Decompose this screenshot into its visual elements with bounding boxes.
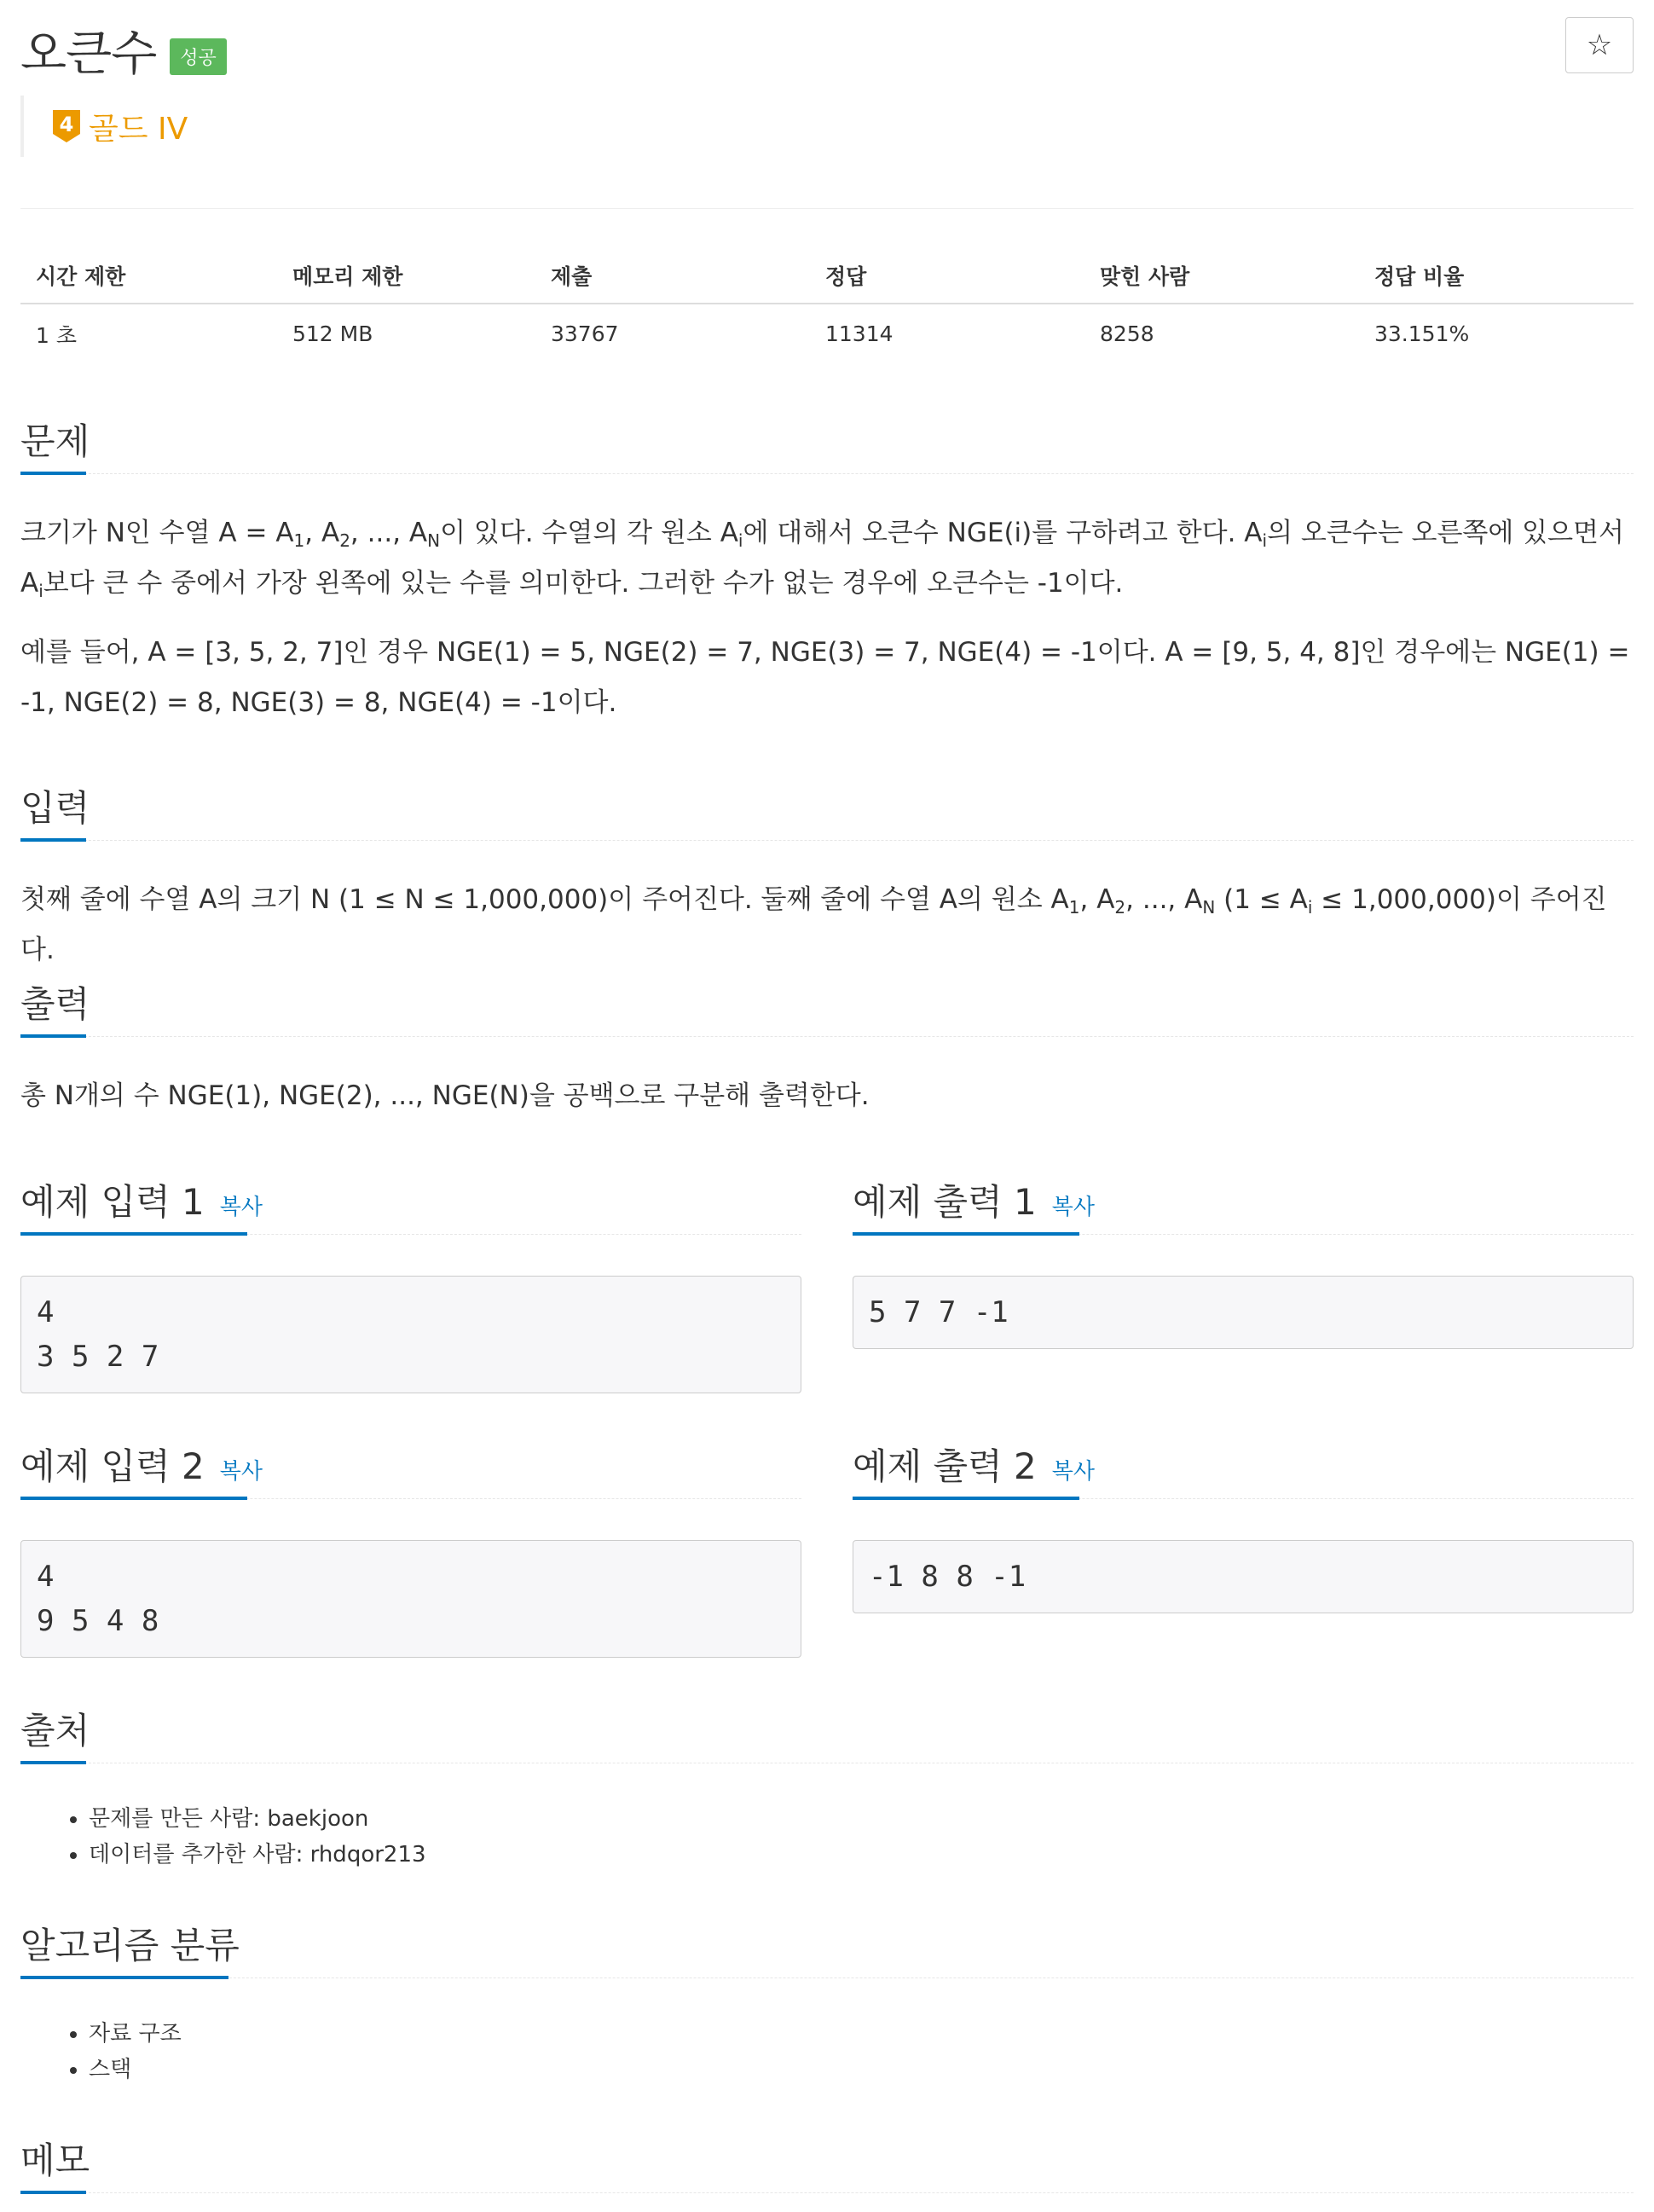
algorithm-list bbox=[20, 2016, 1634, 2088]
tier-box bbox=[20, 96, 188, 157]
star-icon: ☆ bbox=[1586, 28, 1613, 62]
list-item[interactable]: • 자료 구조 bbox=[89, 2016, 1634, 2052]
algorithm-section bbox=[20, 1917, 1634, 2088]
submissions-value[interactable]: 33767 bbox=[551, 321, 619, 346]
output-description: 총 N개의 수 NGE(1), NGE(2), ..., NGE(N)을 공백으로 구분해 출력한다. bbox=[20, 1080, 870, 1111]
input-description: 첫째 줄에 수열 A의 크기 N (1 ≤ N ≤ 1,000,000)이 주어진다. 둘째 줄에 수열 A의 원소 $A_1$, $A_2$, ..., $A_N$ $(1 \le A_i \le 1,000,000)$이 주어진다. bbox=[20, 884, 1607, 965]
problem-info-table bbox=[20, 247, 1634, 363]
status-badge: 성공 bbox=[170, 38, 227, 75]
star-button[interactable] bbox=[1565, 17, 1634, 73]
problem-paragraph-2: 예를 들어, A = [3, 5, 2, 7]인 경우 NGE(1) = 5, NGE(2) = 7, NGE(3) = 7, NGE(4) = -1이다. A = [9, 5, 4, 8]인 경우에는 NGE(1) = -1, NGE(2) = 8, NGE(3) = 8, NGE(4) = -1이다. bbox=[20, 637, 1630, 718]
section-header bbox=[20, 413, 1634, 474]
table-header-row bbox=[20, 247, 1634, 304]
copy-button[interactable]: 복사 bbox=[219, 1459, 263, 1485]
output-section bbox=[20, 976, 1634, 1121]
header-ratio: 정답 비율 bbox=[1359, 247, 1634, 304]
source-list bbox=[20, 1801, 1634, 1873]
section-underline bbox=[20, 1497, 247, 1500]
sample-input-2-title: 예제 입력 2 bbox=[20, 1445, 205, 1487]
sample-input-2-section bbox=[20, 1438, 801, 1658]
copy-button[interactable]: 복사 bbox=[1051, 1459, 1095, 1485]
accepted-value: 11314 bbox=[825, 321, 894, 346]
memo-section-title: 메모 bbox=[20, 2140, 90, 2181]
problem-section-title: 문제 bbox=[20, 420, 90, 462]
section-header bbox=[20, 779, 1634, 841]
problem-description bbox=[20, 508, 1634, 728]
output-section-title: 출력 bbox=[20, 983, 90, 1025]
list-item[interactable]: • 문제를 만든 사람: baekjoon bbox=[89, 1801, 1634, 1837]
sample-output-2-section bbox=[853, 1438, 1634, 1613]
input-section-title: 입력 bbox=[20, 787, 90, 829]
page-title: 오큰수 bbox=[20, 26, 157, 82]
copy-button[interactable]: 복사 bbox=[219, 1195, 263, 1220]
section-header bbox=[20, 1438, 801, 1499]
sample-input-2[interactable]: 4 9 5 4 8 bbox=[20, 1540, 801, 1658]
section-header bbox=[853, 1438, 1634, 1499]
section-underline bbox=[20, 1232, 247, 1236]
header-solved-users: 맞힌 사람 bbox=[1084, 247, 1359, 304]
header-time-limit: 시간 제한 bbox=[20, 247, 277, 304]
section-underline bbox=[20, 1034, 86, 1038]
solved-users-value: 8258 bbox=[1100, 321, 1154, 346]
list-item[interactable]: • 스택 bbox=[89, 2052, 1634, 2088]
sample-input-1-title: 예제 입력 1 bbox=[20, 1181, 205, 1223]
memo-section bbox=[20, 2132, 1634, 2193]
divider bbox=[20, 208, 1634, 209]
copy-button[interactable]: 복사 bbox=[1051, 1195, 1095, 1220]
input-section bbox=[20, 779, 1634, 976]
section-underline bbox=[853, 1232, 1079, 1236]
section-underline bbox=[20, 2191, 86, 2194]
sample-output-2[interactable]: -1 8 8 -1 bbox=[853, 1540, 1634, 1613]
problem-description-section bbox=[20, 413, 1634, 728]
section-underline bbox=[20, 472, 86, 475]
sample-output-2-title: 예제 출력 2 bbox=[853, 1445, 1037, 1487]
table-row bbox=[20, 304, 1634, 363]
sample-input-1[interactable]: 4 3 5 2 7 bbox=[20, 1276, 801, 1393]
memory-limit-value: 512 MB bbox=[292, 321, 373, 346]
section-header bbox=[20, 1173, 801, 1235]
sample-output-1[interactable]: 5 7 7 -1 bbox=[853, 1276, 1634, 1349]
ratio-value: 33.151% bbox=[1374, 321, 1470, 346]
section-header bbox=[20, 976, 1634, 1037]
section-header bbox=[853, 1173, 1634, 1235]
gold-tier-icon bbox=[51, 108, 82, 144]
time-limit-value: 1 초 bbox=[36, 322, 78, 348]
header-memory-limit: 메모리 제한 bbox=[277, 247, 535, 304]
source-section bbox=[20, 1702, 1634, 1873]
section-underline bbox=[853, 1497, 1079, 1500]
algorithm-section-title: 알고리즘 분류 bbox=[20, 1925, 240, 1966]
sample-input-1-section bbox=[20, 1173, 801, 1393]
header-submissions: 제출 bbox=[535, 247, 810, 304]
section-underline bbox=[20, 1976, 228, 1979]
source-section-title: 출처 bbox=[20, 1710, 90, 1752]
tier-label[interactable]: 골드 IV bbox=[89, 111, 188, 147]
section-header bbox=[20, 1917, 1634, 1978]
header-accepted: 정답 bbox=[810, 247, 1084, 304]
section-header bbox=[20, 2132, 1634, 2193]
section-underline bbox=[20, 1761, 86, 1764]
sample-output-1-section bbox=[853, 1173, 1634, 1349]
list-item[interactable]: • 데이터를 추가한 사람: rhdqor213 bbox=[89, 1837, 1634, 1873]
tier-number: 4 bbox=[59, 113, 74, 136]
title-row bbox=[20, 20, 227, 80]
sample-output-1-title: 예제 출력 1 bbox=[853, 1181, 1037, 1223]
section-header bbox=[20, 1702, 1634, 1763]
problem-paragraph-1: 크기가 N인 수열 $A = A_1$, $A_2$, ..., $A_N$이 있다. 수열의 각 원소 $A_i$에 대해서 오큰수 NGE(i)를 구하려고 한다. $A_i$의 오큰수는 오른쪽에 있으면서 $A_i$보다 큰 수 중에서 가장 왼쪽에 있는 수를 의미한다. 그러한 수가 없는 경우에 오큰수는 -1이다. bbox=[20, 518, 1624, 601]
section-underline bbox=[20, 838, 86, 842]
